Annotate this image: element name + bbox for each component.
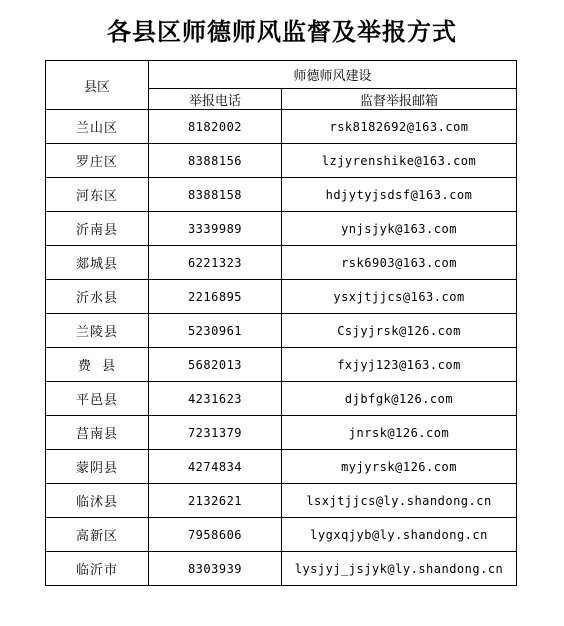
email-cell: lysjyj_jsjyk@ly.shandong.cn: [282, 552, 517, 586]
county-cell: 罗庄区: [46, 144, 149, 178]
email-cell: hdjytyjsdsf@163.com: [282, 178, 517, 212]
email-cell: myjyrsk@126.com: [282, 450, 517, 484]
phone-cell: 5230961: [149, 314, 282, 348]
table-row: [46, 382, 517, 416]
county-column-header: 县区: [46, 61, 149, 110]
email-cell: lsxjtjjcs@ly.shandong.cn: [282, 484, 517, 518]
county-cell: 莒南县: [46, 416, 149, 450]
county-cell: 临沂市: [46, 552, 149, 586]
phone-cell: 4274834: [149, 450, 282, 484]
email-cell: rsk6903@163.com: [282, 246, 517, 280]
county-cell: 沂南县: [46, 212, 149, 246]
table-row: [46, 280, 517, 314]
table-row: [46, 518, 517, 552]
phone-cell: 7231379: [149, 416, 282, 450]
county-cell: 平邑县: [46, 382, 149, 416]
table-row: [46, 552, 517, 586]
phone-cell: 3339989: [149, 212, 282, 246]
table-row: [46, 348, 517, 382]
phone-cell: 8388158: [149, 178, 282, 212]
table-row: [46, 416, 517, 450]
email-cell: djbfgk@126.com: [282, 382, 517, 416]
email-cell: fxjyj123@163.com: [282, 348, 517, 382]
phone-cell: 8388156: [149, 144, 282, 178]
table-row: [46, 178, 517, 212]
county-cell: 郯城县: [46, 246, 149, 280]
county-cell: 兰山区: [46, 110, 149, 144]
email-cell: ynjsjyk@163.com: [282, 212, 517, 246]
phone-cell: 7958606: [149, 518, 282, 552]
page-title: 各县区师德师风监督及举报方式: [107, 17, 457, 46]
email-cell: lzjyrenshike@163.com: [282, 144, 517, 178]
county-cell: 兰陵县: [46, 314, 149, 348]
phone-column-header: 举报电话: [149, 89, 282, 110]
phone-cell: 2216895: [149, 280, 282, 314]
table-row: [46, 110, 517, 144]
county-cell: 河东区: [46, 178, 149, 212]
email-cell: lygxqjyb@ly.shandong.cn: [282, 518, 517, 552]
table-row: [46, 450, 517, 484]
phone-cell: 8182002: [149, 110, 282, 144]
email-cell: jnrsk@126.com: [282, 416, 517, 450]
phone-cell: 6221323: [149, 246, 282, 280]
county-cell: 蒙阴县: [46, 450, 149, 484]
county-cell: 沂水县: [46, 280, 149, 314]
table-row: [46, 144, 517, 178]
email-cell: ysxjtjjcs@163.com: [282, 280, 517, 314]
email-column-header: 监督举报邮箱: [282, 89, 517, 110]
phone-cell: 4231623: [149, 382, 282, 416]
county-cell: 临沭县: [46, 484, 149, 518]
table-row: [46, 314, 517, 348]
phone-cell: 5682013: [149, 348, 282, 382]
phone-cell: 8303939: [149, 552, 282, 586]
county-cell: 高新区: [46, 518, 149, 552]
phone-cell: 2132621: [149, 484, 282, 518]
ethics-group-header: 师德师风建设: [149, 61, 517, 89]
report-contact-table: [45, 60, 517, 586]
table-row: [46, 484, 517, 518]
table-row: [46, 246, 517, 280]
table-row: [46, 212, 517, 246]
county-cell: 费 县: [46, 348, 149, 382]
email-cell: rsk8182692@163.com: [282, 110, 517, 144]
email-cell: Csjyjrsk@126.com: [282, 314, 517, 348]
